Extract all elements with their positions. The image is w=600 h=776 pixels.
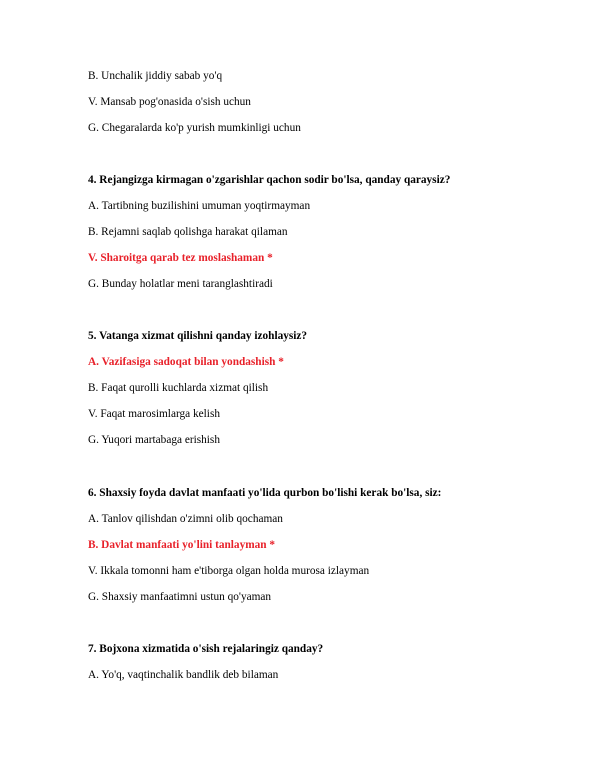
option-6a: A. Tanlov qilishdan o'zimni olib qochaman bbox=[88, 513, 283, 525]
option-4b: B. Rejamni saqlab qolishga harakat qilaman bbox=[88, 226, 288, 238]
option-6g: G. Shaxsiy manfaatimni ustun qo'yaman bbox=[88, 591, 272, 603]
option-5a-correct: A. Vazifasiga sadoqat bilan yondashish * bbox=[88, 356, 284, 368]
option-5v: V. Faqat marosimlarga kelish bbox=[88, 408, 220, 420]
option-3g: G. Chegaralarda ko'p yurish mumkinligi uchun bbox=[88, 122, 301, 134]
option-4v-correct: V. Sharoitga qarab tez moslashaman * bbox=[88, 252, 273, 264]
option-3v: V. Mansab pog'onasida o'sish uchun bbox=[88, 96, 251, 108]
question-4-title: 4. Rejangizga kirmagan o'zgarishlar qachon sodir bo'lsa, qanday qaraysiz? bbox=[88, 174, 451, 186]
question-7-title: 7. Bojxona xizmatida o'sish rejalaringiz qanday? bbox=[88, 643, 324, 655]
option-5g: G. Yuqori martabaga erishish bbox=[88, 434, 220, 446]
question-6-title: 6. Shaxsiy foyda davlat manfaati yo'lida qurbon bo'lishi kerak bo'lsa, siz: bbox=[88, 487, 442, 499]
option-7a: A. Yo'q, vaqtinchalik bandlik deb bilaman bbox=[88, 669, 279, 681]
option-4g: G. Bunday holatlar meni taranglashtiradi bbox=[88, 278, 273, 290]
option-6v: V. Ikkala tomonni ham e'tiborga olgan holda murosa izlayman bbox=[88, 565, 370, 577]
question-5-title: 5. Vatanga xizmat qilishni qanday izohlaysiz? bbox=[88, 330, 308, 342]
option-6b-correct: B. Davlat manfaati yo'lini tanlayman * bbox=[88, 539, 276, 551]
option-5b: B. Faqat qurolli kuchlarda xizmat qilish bbox=[88, 382, 269, 394]
option-4a: A. Tartibning buzilishini umuman yoqtirmayman bbox=[88, 200, 311, 212]
option-3b: B. Unchalik jiddiy sabab yo'q bbox=[88, 70, 223, 82]
